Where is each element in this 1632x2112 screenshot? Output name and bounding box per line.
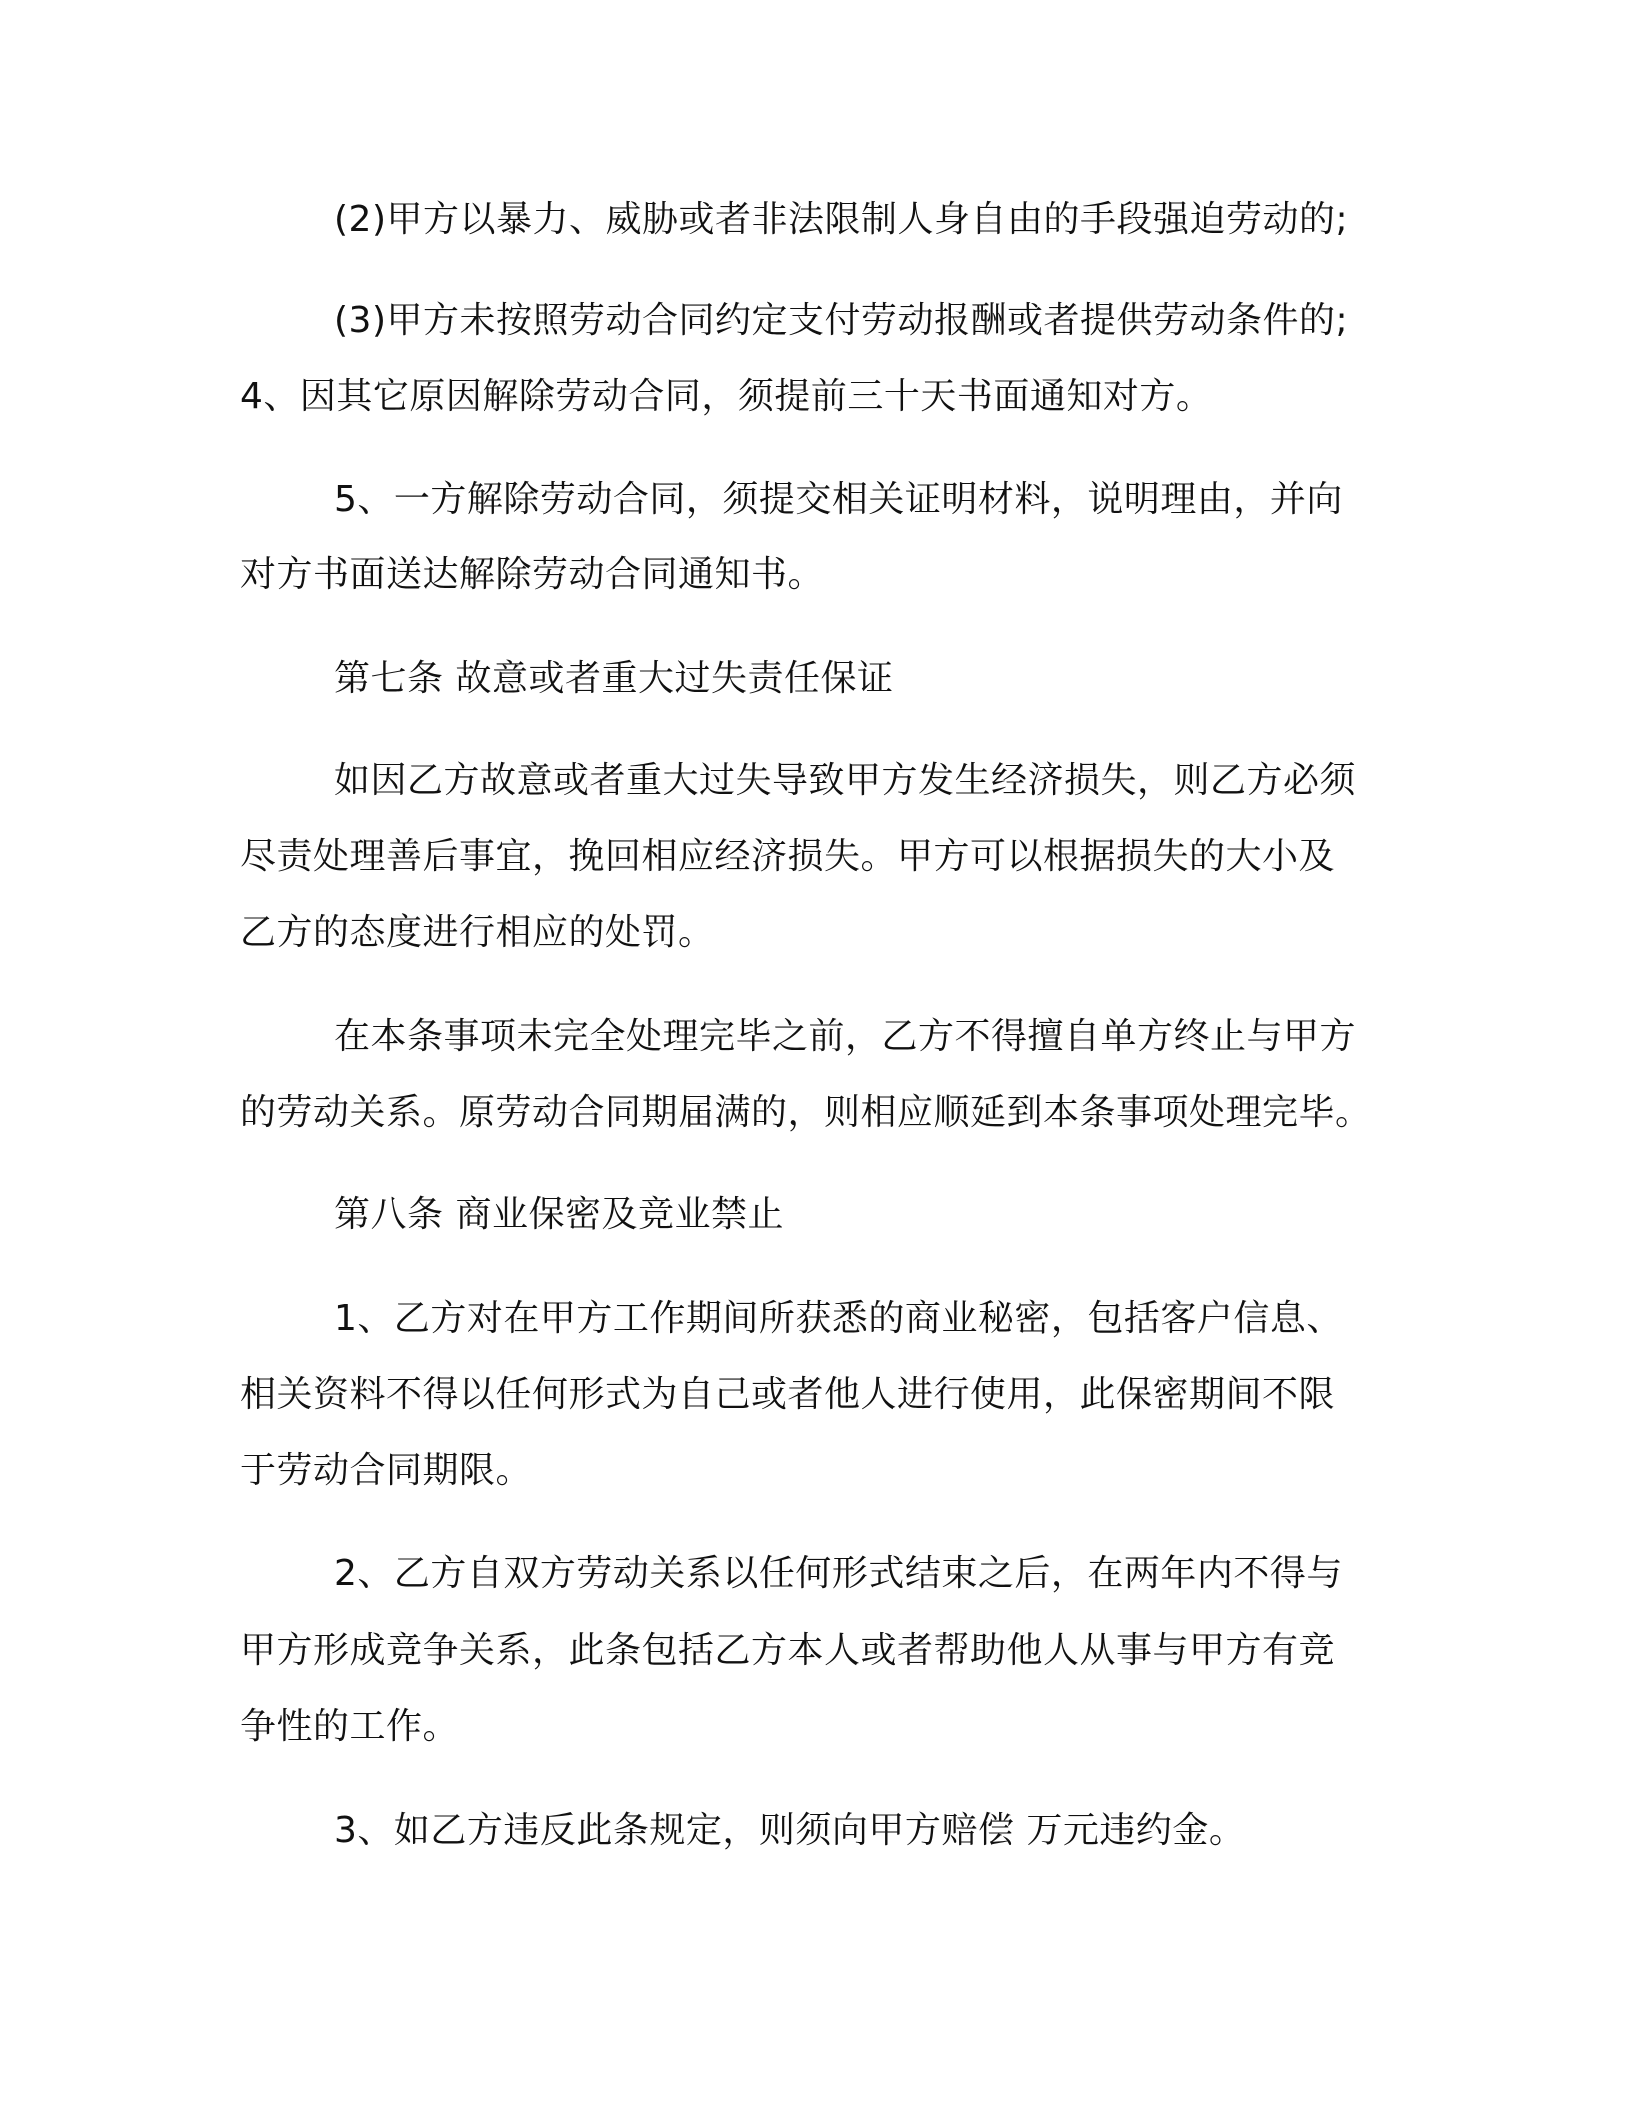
paragraph-line: 2、乙方自双方劳动关系以任何形式结束之后，在两年内不得与 [334,1553,1343,1594]
paragraph-line: (3)甲方未按照劳动合同约定支付劳动报酬或者提供劳动条件的; [334,300,1349,341]
paragraph-line: 如因乙方故意或者重大过失导致甲方发生经济损失，则乙方必须 [334,760,1357,801]
paragraph-line: 4、因其它原因解除劳动合同，须提前三十天书面通知对方。 [240,376,1213,417]
article-heading: 第七条 故意或者重大过失责任保证 [334,658,894,699]
paragraph-line: 1、乙方对在甲方工作期间所获悉的商业秘密，包括客户信息、 [334,1298,1343,1339]
paragraph-line: 对方书面送达解除劳动合同通知书。 [240,554,825,595]
paragraph-line: 争性的工作。 [240,1706,460,1747]
paragraph-line: 相关资料不得以任何形式为自己或者他人进行使用，此保密期间不限 [240,1374,1336,1415]
paragraph-line: 3、如乙方违反此条规定，则须向甲方赔偿 万元违约金。 [334,1810,1246,1851]
paragraph-line: 尽责处理善后事宜，挽回相应经济损失。甲方可以根据损失的大小及 [240,836,1336,877]
paragraph-line: 甲方形成竞争关系，此条包括乙方本人或者帮助他人从事与甲方有竞 [240,1630,1336,1671]
paragraph-line: 在本条事项未完全处理完毕之前，乙方不得擅自单方终止与甲方 [334,1016,1357,1057]
paragraph-line: 5、一方解除劳动合同，须提交相关证明材料，说明理由，并向 [334,479,1343,520]
paragraph-line: 乙方的态度进行相应的处罚。 [240,912,715,953]
paragraph-line: 的劳动关系。原劳动合同期届满的，则相应顺延到本条事项处理完毕。 [240,1092,1372,1133]
paragraph-line: 于劳动合同期限。 [240,1450,533,1491]
paragraph-line: (2)甲方以暴力、威胁或者非法限制人身自由的手段强迫劳动的; [334,199,1349,240]
article-heading: 第八条 商业保密及竞业禁止 [334,1194,784,1235]
